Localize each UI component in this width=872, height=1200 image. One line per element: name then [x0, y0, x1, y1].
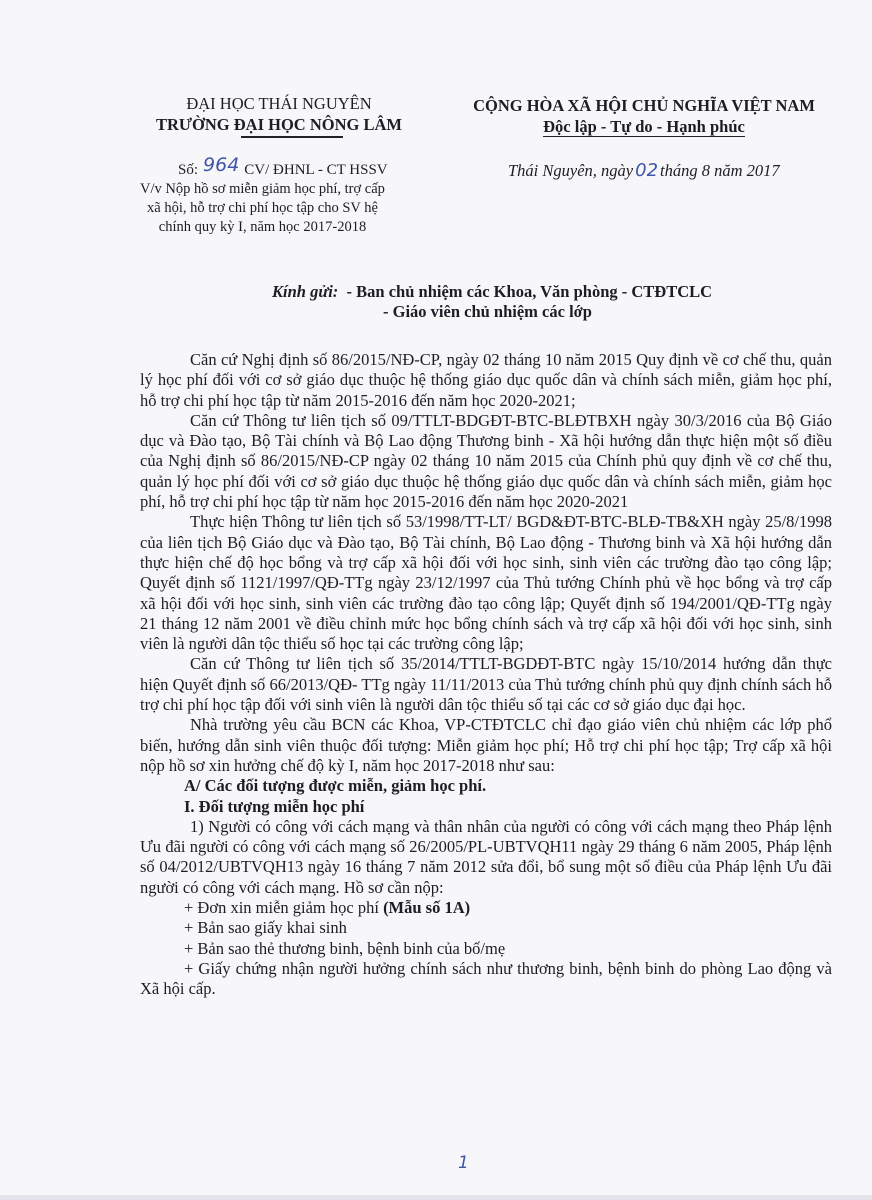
national-header	[462, 95, 826, 137]
handwritten-number: 964	[203, 154, 240, 176]
recipients-block	[272, 281, 712, 302]
document-number	[178, 154, 388, 179]
number-code: CV/ ĐHNL - CT HSSV	[244, 162, 388, 178]
paragraph-eligibility-1: 1) Người có công với cách mạng và thân nhân của người có công với cách mạng theo Pháp lệnh Ưu đãi người có công với cách mạng số 26/2005/PL-UBTVQH11 ngày 29 tháng 6 năm 2005, Pháp lệnh số 04/2012/UBTVQH13 ngày 16 tháng 7 năm 2012 sửa đổi, bổ sung một số điều của Pháp lệnh Ưu đãi người có công với cách mạng. Hồ sơ cần nộp:	[140, 816, 832, 897]
school-name: TRƯỜNG ĐẠI HỌC NÔNG LÂM	[156, 115, 402, 134]
issuing-organization	[150, 93, 408, 135]
document-subject: V/v Nộp hồ sơ miễn giảm học phí, trợ cấp xã hội, hỗ trợ chi phí học tập cho SV hệ chính quy kỳ I, năm học 2017-2018	[140, 181, 385, 235]
national-motto: Độc lập - Tự do - Hạnh phúc	[543, 117, 745, 136]
paragraph-request: Nhà trường yêu cầu BCN các Khoa, VP-CTĐTCLC chỉ đạo giáo viên chủ nhiệm các lớp phổ biến, hướng dẫn sinh viên thuộc đối tượng: Miễn giảm học phí; Hỗ trợ chi phí học tập; Trợ cấp xã hội nộp hồ sơ xin hưởng chế độ kỳ I, năm học 2017-2018 như sau:	[140, 715, 832, 775]
paragraph-legal-basis-1: Căn cứ Nghị định số 86/2015/NĐ-CP, ngày 02 tháng 10 năm 2015 Quy định về cơ chế thu, quản lý học phí đối với cơ sở giáo dục thuộc hệ thống giáo dục quốc dân và chính sách miễn, giảm học phí, hỗ trợ chi phí học tập từ năm 2015-2016 đến năm học 2020-2021;	[140, 350, 832, 410]
handwritten-day: 02	[635, 160, 659, 181]
list-item: + Giấy chứng nhận người hưởng chính sách như thương binh, bệnh binh do phòng Lao động và Xã hội cấp.	[140, 958, 832, 999]
recipient-line-2: - Giáo viên chủ nhiệm các lớp	[383, 302, 592, 321]
paragraph-legal-basis-2: Căn cứ Thông tư liên tịch số 09/TTLT-BDGĐT-BTC-BLĐTBXH ngày 30/3/2016 của Bộ Giáo dục và Đào tạo, Bộ Tài chính và Bộ Lao động Thương binh - Xã hội hướng dẫn thực hiện một số điều của Nghị định số 86/2015/NĐ-CP ngày 02 tháng 10 năm 2015 của Chính phủ quy định về cơ chế thu, quản lý học phí đối với cơ sở giáo dục thuộc hệ thống giáo dục quốc dân và chính sách miễn, giảm học phí, hỗ trợ chi phí học tập từ năm học 2015-2016 đến năm học 2020-2021	[140, 410, 832, 512]
date-prefix: Thái Nguyên, ngày	[508, 161, 634, 180]
parent-organization: ĐẠI HỌC THÁI NGUYÊN	[186, 94, 372, 113]
country-name: CỘNG HÒA XÃ HỘI CHỦ NGHĨA VIỆT NAM	[473, 96, 815, 115]
list-item: + Bản sao thẻ thương binh, bệnh binh của bố/mẹ	[184, 938, 506, 958]
date-suffix: tháng 8 năm 2017	[660, 161, 780, 180]
org-underline	[241, 136, 343, 138]
recipient-line-1: - Ban chủ nhiệm các Khoa, Văn phòng - CTĐTCLC	[346, 282, 713, 301]
number-label: Số:	[178, 162, 199, 178]
page-number: 1	[458, 1153, 469, 1173]
scan-edge	[0, 1195, 872, 1200]
list-item	[140, 898, 832, 918]
paragraph-legal-basis-4: Căn cứ Thông tư liên tịch số 35/2014/TTLT-BGDĐT-BTC ngày 15/10/2014 hướng dẫn thực hiện Quyết định số 66/2013/QĐ- TTg ngày 11/11/2013 của Thủ tướng chính phủ quy định chính sách hỗ trợ chi phí học tập đối với sinh viên là người dân tộc thiểu số tại các cơ sở giáo dục đại học.	[140, 654, 832, 715]
section-heading-a: A/ Các đối tượng được miễn, giảm học phí.	[184, 776, 487, 796]
recipients-label: Kính gửi:	[272, 282, 339, 301]
paragraph-legal-basis-3: Thực hiện Thông tư liên tịch số 53/1998/TT-LT/ BGD&ĐT-BTC-BLĐ-TB&XH ngày 25/8/1998 của liên tịch Bộ Giáo dục và Đào tạo, Bộ Tài chính, Bộ Lao động - Thương binh và Xã hội hướng dẫn thực hiện chế độ học bổng và trợ cấp xã hội đối với học sinh, sinh viên các trường đào tạo công lập; Quyết định số 1121/1997/QĐ-TTg ngày 23/12/1997 của Thủ tướng Chính phủ về học bổng và trợ cấp xã hội đối với học sinh, sinh viên các trường đào tạo công lập; Quyết định số 194/2001/QĐ-TTg ngày 21 tháng 12 năm 2001 về điều chỉnh mức học bổng chính sách và trợ cấp xã hội đối với học sinh, sinh viên là người dân tộc thiểu số học tại các trường công lập;	[140, 512, 832, 654]
section-heading-i: I. Đối tượng miễn học phí	[184, 796, 365, 816]
list-item: + Bản sao giấy khai sinh	[184, 918, 347, 938]
document-body	[140, 350, 832, 1000]
issue-date	[508, 160, 780, 181]
form-reference: (Mẫu số 1A)	[383, 898, 471, 918]
list-item-text: + Đơn xin miễn giảm học phí	[184, 898, 379, 918]
